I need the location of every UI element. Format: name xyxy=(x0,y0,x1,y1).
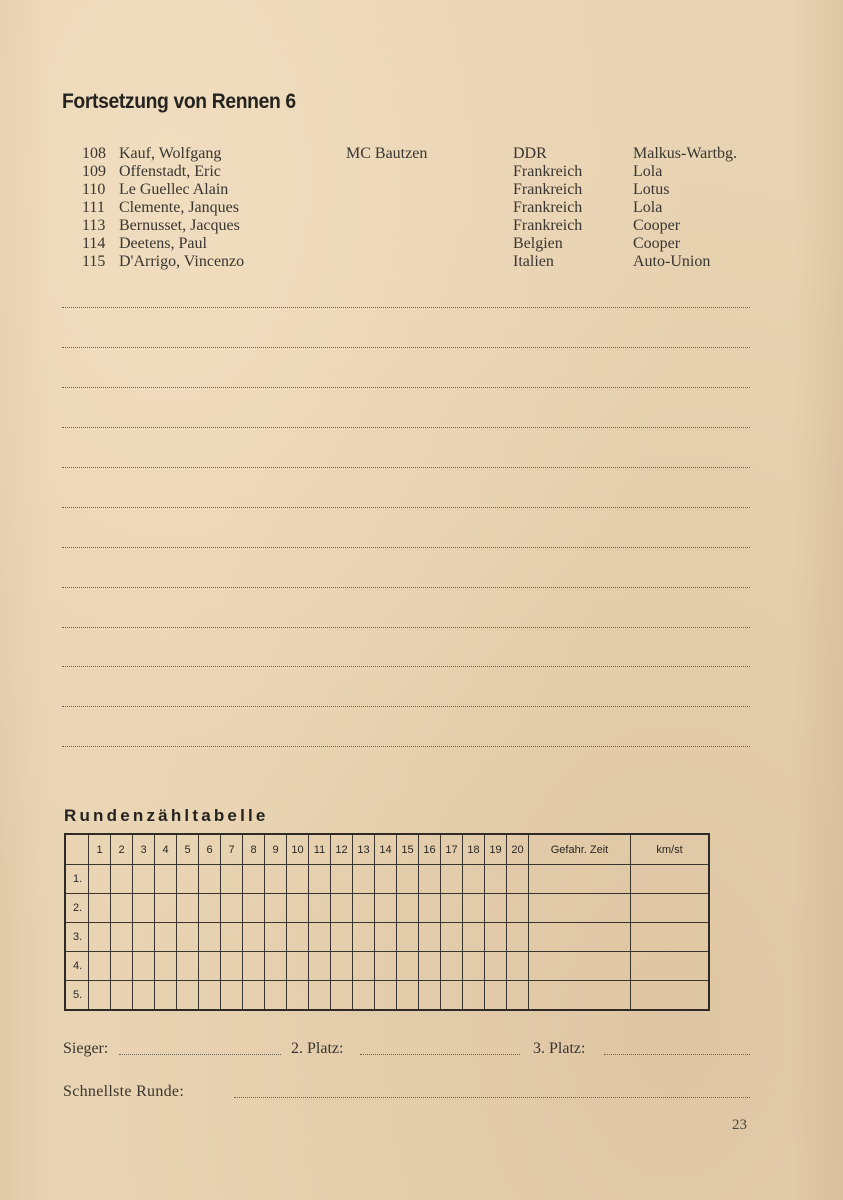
speed-cell[interactable] xyxy=(631,952,710,981)
entry-number: 115 xyxy=(82,253,106,270)
entry-car: Auto-Union xyxy=(633,253,711,270)
lap-cell[interactable] xyxy=(111,923,133,952)
lap-cell[interactable] xyxy=(89,923,111,952)
lap-cell[interactable] xyxy=(133,952,155,981)
lap-header: 3 xyxy=(133,834,155,865)
writing-line[interactable] xyxy=(62,666,750,667)
lap-cell[interactable] xyxy=(199,981,221,1011)
lap-cell[interactable] xyxy=(507,923,529,952)
lap-cell[interactable] xyxy=(419,894,441,923)
lap-cell[interactable] xyxy=(353,981,375,1011)
lap-cell[interactable] xyxy=(89,952,111,981)
lap-cell[interactable] xyxy=(199,952,221,981)
corner-cell xyxy=(65,834,89,865)
lap-cell[interactable] xyxy=(419,923,441,952)
lap-cell[interactable] xyxy=(199,894,221,923)
lap-cell[interactable] xyxy=(221,865,243,894)
lap-header: 17 xyxy=(441,834,463,865)
page-heading: Fortsetzung von Rennen 6 xyxy=(62,90,296,113)
lap-cell[interactable] xyxy=(485,981,507,1011)
lap-table-header-row xyxy=(65,834,709,865)
lap-cell[interactable] xyxy=(89,894,111,923)
lap-cell[interactable] xyxy=(463,865,485,894)
entry-driver: D'Arrigo, Vincenzo xyxy=(119,253,245,270)
entry-country: Italien xyxy=(513,253,554,270)
lap-cell[interactable] xyxy=(309,981,331,1011)
lap-cell[interactable] xyxy=(397,952,419,981)
lap-cell[interactable] xyxy=(309,894,331,923)
lap-cell[interactable] xyxy=(485,865,507,894)
entry-country: DDR xyxy=(513,145,547,162)
lap-header: 10 xyxy=(287,834,309,865)
lap-cell[interactable] xyxy=(243,865,265,894)
writing-line[interactable] xyxy=(62,427,750,428)
lap-header: 1 xyxy=(89,834,111,865)
entry-number: 114 xyxy=(82,235,106,252)
lap-cell[interactable] xyxy=(265,894,287,923)
entry-country: Frankreich xyxy=(513,163,583,180)
lap-cell[interactable] xyxy=(507,865,529,894)
lap-cell[interactable] xyxy=(287,923,309,952)
lap-cell[interactable] xyxy=(507,952,529,981)
lap-table-row xyxy=(65,865,709,894)
lap-cell[interactable] xyxy=(353,923,375,952)
lap-cell[interactable] xyxy=(441,865,463,894)
lap-cell[interactable] xyxy=(155,923,177,952)
lap-header: 9 xyxy=(265,834,287,865)
lap-cell[interactable] xyxy=(463,952,485,981)
lap-header: 11 xyxy=(309,834,331,865)
row-label: 5. xyxy=(65,981,89,1011)
entry-driver: Offenstadt, Eric xyxy=(119,163,221,180)
lap-cell[interactable] xyxy=(155,865,177,894)
elapsed-time-cell[interactable] xyxy=(529,981,631,1011)
lap-cell[interactable] xyxy=(221,981,243,1011)
lap-header: 7 xyxy=(221,834,243,865)
entry-number: 110 xyxy=(82,181,106,198)
entry-car: Lola xyxy=(633,199,663,216)
lap-cell[interactable] xyxy=(177,952,199,981)
writing-line[interactable] xyxy=(62,387,750,388)
lap-table-row xyxy=(65,923,709,952)
row-label: 2. xyxy=(65,894,89,923)
entry-driver: Deetens, Paul xyxy=(119,235,207,252)
entry-car: Malkus-Wartbg. xyxy=(633,145,738,162)
row-label: 1. xyxy=(65,865,89,894)
lap-header: 6 xyxy=(199,834,221,865)
entry-car: Lotus xyxy=(633,181,670,198)
entry-driver: Bernusset, Jacques xyxy=(119,217,240,234)
lap-cell[interactable] xyxy=(441,981,463,1011)
third-place-label: 3. Platz: xyxy=(533,1040,586,1057)
fastest-lap-field[interactable] xyxy=(234,1097,750,1098)
lap-cell[interactable] xyxy=(331,894,353,923)
lap-cell[interactable] xyxy=(155,952,177,981)
lap-cell[interactable] xyxy=(375,952,397,981)
lap-cell[interactable] xyxy=(309,865,331,894)
speed-cell[interactable] xyxy=(631,894,710,923)
lap-cell[interactable] xyxy=(375,981,397,1011)
entry-club: MC Bautzen xyxy=(346,145,428,162)
lap-table-row xyxy=(65,981,709,1011)
row-label: 3. xyxy=(65,923,89,952)
lap-cell[interactable] xyxy=(331,865,353,894)
lap-cell[interactable] xyxy=(199,923,221,952)
writing-line[interactable] xyxy=(62,706,750,707)
lap-cell[interactable] xyxy=(419,981,441,1011)
lap-cell[interactable] xyxy=(133,865,155,894)
lap-header: 4 xyxy=(155,834,177,865)
lap-cell[interactable] xyxy=(485,952,507,981)
speed-cell[interactable] xyxy=(631,981,710,1011)
lap-header: 18 xyxy=(463,834,485,865)
lap-cell[interactable] xyxy=(133,981,155,1011)
winner-field[interactable] xyxy=(119,1054,281,1055)
lap-cell[interactable] xyxy=(221,952,243,981)
writing-line[interactable] xyxy=(62,507,750,508)
lap-cell[interactable] xyxy=(375,923,397,952)
lap-cell[interactable] xyxy=(375,865,397,894)
lap-table-title: Rundenzähltabelle xyxy=(64,806,269,825)
entry-driver: Kauf, Wolfgang xyxy=(119,145,222,162)
speed-cell[interactable] xyxy=(631,865,710,894)
lap-cell[interactable] xyxy=(177,894,199,923)
lap-cell[interactable] xyxy=(111,894,133,923)
lap-cell[interactable] xyxy=(243,952,265,981)
lap-header: 13 xyxy=(353,834,375,865)
lap-cell[interactable] xyxy=(309,952,331,981)
page-number: 23 xyxy=(732,1117,747,1133)
lap-cell[interactable] xyxy=(441,923,463,952)
writing-line[interactable] xyxy=(62,467,750,468)
lap-cell[interactable] xyxy=(287,952,309,981)
lap-cell[interactable] xyxy=(265,981,287,1011)
entry-number: 113 xyxy=(82,217,106,234)
entry-country: Frankreich xyxy=(513,199,583,216)
entry-country: Frankreich xyxy=(513,181,583,198)
lap-cell[interactable] xyxy=(243,894,265,923)
entry-driver: Clemente, Janques xyxy=(119,199,239,216)
lap-cell[interactable] xyxy=(353,865,375,894)
entry-country: Frankreich xyxy=(513,217,583,234)
elapsed-time-cell[interactable] xyxy=(529,865,631,894)
row-label: 4. xyxy=(65,952,89,981)
lap-cell[interactable] xyxy=(111,952,133,981)
lap-cell[interactable] xyxy=(177,981,199,1011)
entry-number: 109 xyxy=(82,163,106,180)
lap-cell[interactable] xyxy=(265,865,287,894)
lap-cell[interactable] xyxy=(331,981,353,1011)
writing-line[interactable] xyxy=(62,627,750,628)
second-place-label: 2. Platz: xyxy=(291,1040,344,1057)
lap-cell[interactable] xyxy=(353,952,375,981)
lap-cell[interactable] xyxy=(485,923,507,952)
lap-cell[interactable] xyxy=(419,952,441,981)
lap-cell[interactable] xyxy=(287,894,309,923)
writing-line[interactable] xyxy=(62,347,750,348)
lap-cell[interactable] xyxy=(375,894,397,923)
lap-cell[interactable] xyxy=(507,894,529,923)
lap-cell[interactable] xyxy=(397,923,419,952)
lap-cell[interactable] xyxy=(441,952,463,981)
elapsed-time-cell[interactable] xyxy=(529,952,631,981)
elapsed-time-cell[interactable] xyxy=(529,894,631,923)
lap-cell[interactable] xyxy=(309,923,331,952)
lap-cell[interactable] xyxy=(331,923,353,952)
entry-number: 108 xyxy=(82,145,106,162)
lap-cell[interactable] xyxy=(397,981,419,1011)
lap-cell[interactable] xyxy=(89,865,111,894)
lap-cell[interactable] xyxy=(397,894,419,923)
lap-cell[interactable] xyxy=(177,865,199,894)
lap-header: 16 xyxy=(419,834,441,865)
lap-cell[interactable] xyxy=(111,865,133,894)
lap-header: 20 xyxy=(507,834,529,865)
entry-car: Cooper xyxy=(633,217,681,234)
speed-cell[interactable] xyxy=(631,923,710,952)
lap-cell[interactable] xyxy=(287,981,309,1011)
lap-cell[interactable] xyxy=(287,865,309,894)
lap-header: 14 xyxy=(375,834,397,865)
lap-cell[interactable] xyxy=(463,894,485,923)
writing-line[interactable] xyxy=(62,746,750,747)
third-place-field[interactable] xyxy=(604,1054,750,1055)
winner-label: Sieger: xyxy=(63,1040,109,1057)
lap-cell[interactable] xyxy=(507,981,529,1011)
lap-cell[interactable] xyxy=(441,894,463,923)
entry-car: Cooper xyxy=(633,235,681,252)
lap-cell[interactable] xyxy=(485,894,507,923)
elapsed-time-cell[interactable] xyxy=(529,923,631,952)
lap-table-row xyxy=(65,952,709,981)
entry-country: Belgien xyxy=(513,235,563,252)
entry-number: 111 xyxy=(82,199,105,216)
lap-cell[interactable] xyxy=(353,894,375,923)
lap-cell[interactable] xyxy=(243,923,265,952)
lap-cell[interactable] xyxy=(133,923,155,952)
entry-car: Lola xyxy=(633,163,663,180)
lap-cell[interactable] xyxy=(111,981,133,1011)
writing-line[interactable] xyxy=(62,307,750,308)
lap-cell[interactable] xyxy=(199,865,221,894)
lap-cell[interactable] xyxy=(133,894,155,923)
lap-cell[interactable] xyxy=(265,923,287,952)
entry-driver: Le Guellec Alain xyxy=(119,181,229,198)
lap-cell[interactable] xyxy=(265,952,287,981)
lap-cell[interactable] xyxy=(155,981,177,1011)
lap-header: 15 xyxy=(397,834,419,865)
lap-header: 2 xyxy=(111,834,133,865)
writing-line[interactable] xyxy=(62,547,750,548)
lap-cell[interactable] xyxy=(89,981,111,1011)
lap-header: 5 xyxy=(177,834,199,865)
lap-cell[interactable] xyxy=(155,894,177,923)
lap-cell[interactable] xyxy=(419,865,441,894)
lap-table-row xyxy=(65,894,709,923)
lap-header: 12 xyxy=(331,834,353,865)
lap-cell[interactable] xyxy=(221,894,243,923)
lap-cell[interactable] xyxy=(397,865,419,894)
elapsed-time-header: Gefahr. Zeit xyxy=(529,834,631,865)
lap-header: 19 xyxy=(485,834,507,865)
lap-cell[interactable] xyxy=(463,981,485,1011)
lap-cell[interactable] xyxy=(243,981,265,1011)
lap-header: 8 xyxy=(243,834,265,865)
lap-cell[interactable] xyxy=(177,923,199,952)
speed-header: km/st xyxy=(631,834,710,865)
lap-cell[interactable] xyxy=(221,923,243,952)
writing-line[interactable] xyxy=(62,587,750,588)
second-place-field[interactable] xyxy=(360,1054,520,1055)
lap-cell[interactable] xyxy=(331,952,353,981)
lap-cell[interactable] xyxy=(463,923,485,952)
lap-count-table xyxy=(64,833,710,1011)
fastest-lap-label: Schnellste Runde: xyxy=(63,1083,185,1100)
